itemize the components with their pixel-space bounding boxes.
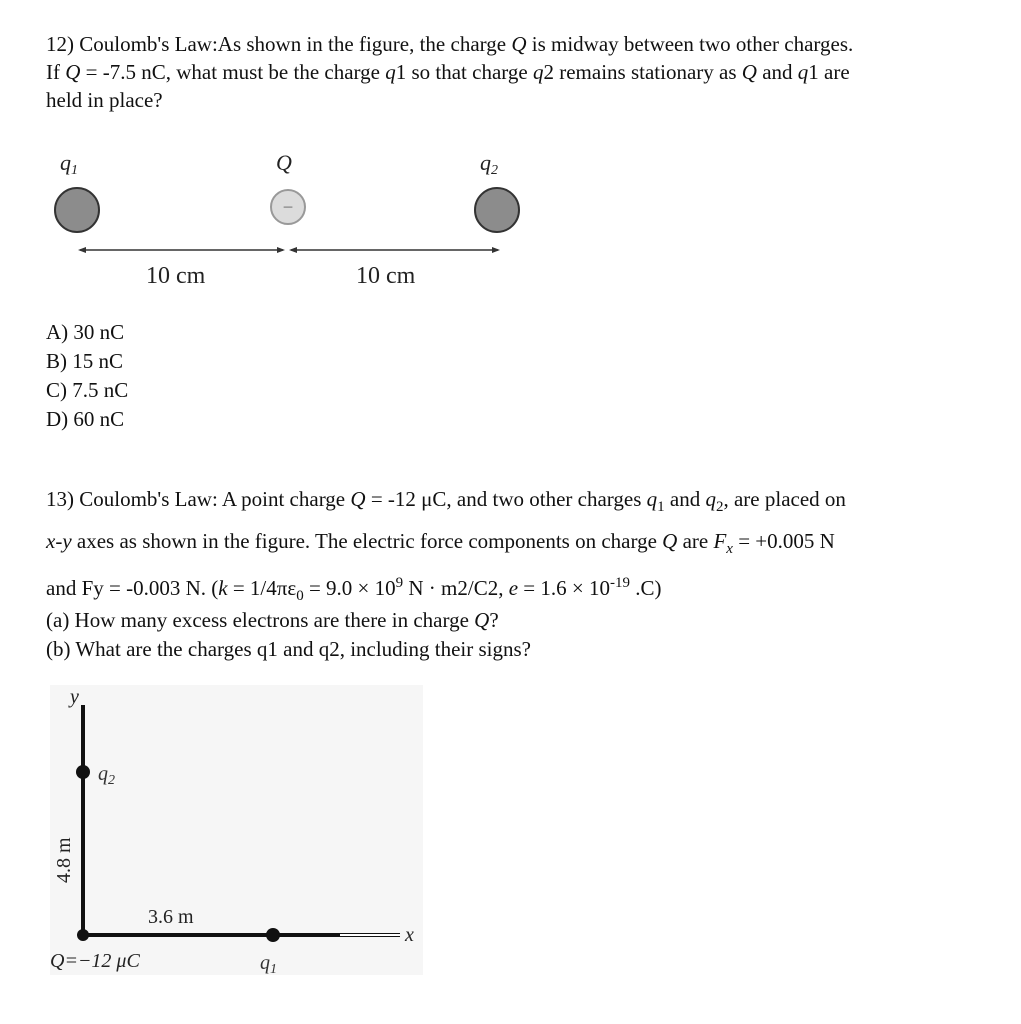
charge-q1 [55, 188, 99, 232]
question-number: 13) [46, 487, 74, 511]
charge-q2 [76, 765, 90, 779]
var-xy: x-y [46, 529, 72, 554]
var-Q: Q [350, 487, 366, 511]
q13-text-fragment: are [677, 529, 714, 554]
arrow-right-end [492, 247, 500, 253]
q12-text-fragment: and [756, 60, 798, 84]
q13-text-fragment: axes as shown in the figure. The electric force components on charge [71, 529, 663, 554]
subscript-1: 1 [657, 499, 665, 516]
arrow-left-end [277, 247, 285, 253]
arrow-left-start [78, 247, 86, 253]
part-b: (b) What are the charges q1 and q2, including their signs? [46, 637, 531, 661]
q13-text-fragment: = 1.6 × 10 [518, 576, 610, 601]
q13-text-fragment: and Fy = -0.003 N. ( [46, 576, 219, 601]
var-Q: Q [65, 60, 81, 84]
label-Q: Q [276, 150, 292, 175]
q12-text-fragment: is midway between two other charges. [526, 32, 854, 56]
var-q1: q [797, 60, 809, 84]
q13-text-fragment: .C) [629, 576, 662, 601]
q13-text-fragment: , are placed on [723, 487, 846, 511]
label-q1: q1 [60, 150, 78, 178]
charge-Q [77, 929, 89, 941]
subscript-2: 2 [715, 499, 724, 516]
distance-horizontal-label: 3.6 m [148, 906, 194, 928]
arrow-right-start [289, 247, 297, 253]
var-Q: Q [662, 529, 678, 554]
question-heading: Coulomb's Law: [79, 487, 218, 511]
q13-figure [40, 685, 430, 980]
superscript-9: 9 [395, 575, 404, 592]
q12-text-fragment: are [818, 60, 850, 84]
subscript-0: 0 [296, 588, 304, 605]
part-a [46, 606, 531, 635]
distance-left-label: 10 cm [146, 263, 206, 289]
q12-text-fragment: remains stationary as [553, 60, 742, 84]
label-q2: $q_2$ [98, 763, 115, 788]
choice-a[interactable]: A) 30 nC [46, 320, 125, 344]
q12-figure [40, 135, 520, 295]
question-number: 12) [46, 32, 74, 56]
q13-text-fragment: = +0.005 N [732, 529, 835, 554]
answer-choices [46, 318, 128, 434]
var-q1: q [385, 60, 396, 84]
part-a-end: ? [489, 608, 499, 632]
label-Q: Q=−12 μC [50, 950, 140, 972]
q12-text-fragment: 2 [543, 60, 554, 84]
q12-text-fragment: As shown in the figure, the charge [217, 32, 512, 56]
q13-text-fragment: = 1/4πε [227, 576, 297, 601]
question-13-text [46, 482, 1006, 614]
var-Q: Q [741, 60, 757, 84]
label-q1: $q_1$ [260, 952, 277, 977]
q12-text-fragment: so that charge [406, 60, 533, 84]
q13-text-fragment: = 9.0 × 10 [303, 576, 396, 601]
var-e: e [508, 576, 519, 601]
q12-text-fragment: If [46, 60, 66, 84]
q13-text-fragment: N · m2/C2, [403, 576, 509, 601]
q12-line-3: held in place? [46, 88, 163, 112]
part-a-text: (a) How many excess electrons are there in charge [46, 608, 475, 632]
charge-q2 [475, 188, 519, 232]
q13-text-fragment: = -12 μC, and two other charges [365, 487, 647, 511]
var-q2: q [705, 487, 716, 511]
var-Q: Q [511, 32, 527, 56]
superscript-neg19: -19 [609, 575, 630, 592]
figure-background [50, 685, 423, 975]
distance-right-label: 10 cm [356, 263, 416, 289]
choice-d[interactable]: D) 60 nC [46, 407, 125, 431]
question-13-parts [46, 606, 531, 664]
axis-x-label: x [405, 924, 414, 946]
axis-y-label: y [70, 686, 79, 708]
var-Q: Q [474, 608, 490, 632]
q12-line-1 [46, 30, 996, 58]
q13-text-fragment: and [664, 487, 706, 511]
choice-c[interactable]: C) 7.5 nC [46, 378, 129, 402]
var-q2: q [532, 60, 544, 84]
choice-b[interactable]: B) 15 nC [46, 349, 124, 373]
var-k: k [218, 576, 228, 601]
charge-q1 [266, 928, 280, 942]
q13-text-fragment: A point charge [221, 487, 351, 511]
q13-line-1 [46, 482, 1006, 524]
q12-text-fragment: 1 [808, 60, 819, 84]
var-q1: q [646, 487, 658, 511]
question-12-text [46, 30, 996, 114]
q13-line-2 [46, 524, 1006, 566]
var-F: F [713, 529, 727, 554]
subscript-x: x [726, 541, 733, 558]
q12-text-fragment: 1 [395, 60, 407, 84]
question-heading: Coulomb's Law: [79, 32, 218, 56]
q12-text-fragment: = -7.5 nC, what must be the charge [80, 60, 386, 84]
q12-line-2 [46, 58, 996, 86]
label-q2: q2 [480, 150, 498, 178]
minus-sign: − [282, 197, 294, 217]
distance-vertical-label: 4.8 m [53, 837, 75, 883]
